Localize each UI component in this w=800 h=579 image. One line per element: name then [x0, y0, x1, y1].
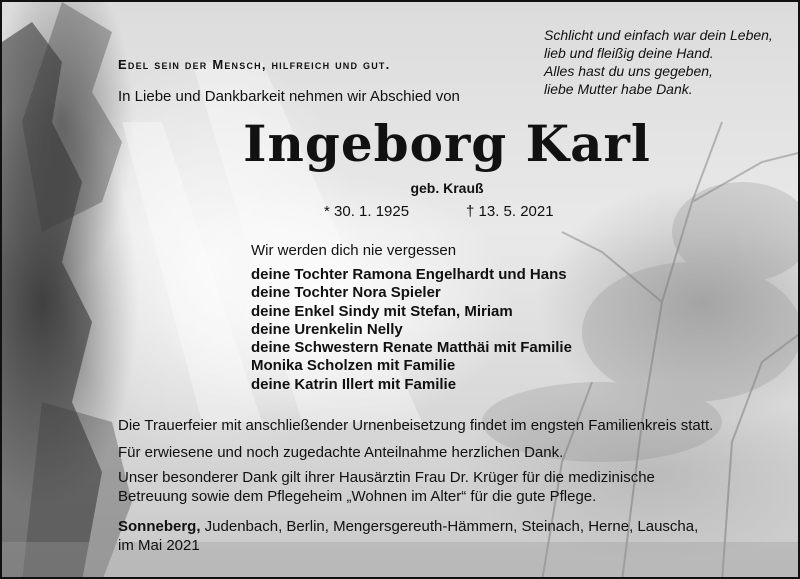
funeral-notice: Die Trauerfeier mit anschließender Urnenbeisetzung findet im engsten Familienkreis statt.: [118, 417, 714, 434]
special-thanks: [118, 468, 655, 506]
poem-line: Alles hast du uns gegeben,: [544, 63, 713, 79]
mourner-entry: deine Enkel Sindy mit Stefan, Miriam: [251, 302, 513, 320]
thanks-line: Für erwiesene und noch zugedachte Anteilnahme herzlichen Dank.: [118, 444, 564, 461]
main-place: Sonneberg,: [118, 518, 201, 535]
motto-line: [118, 57, 390, 72]
places-line: [118, 517, 698, 536]
places-and-date: [118, 517, 698, 555]
motto-part: Edel sein der: [118, 57, 213, 72]
notice-date: im Mai 2021: [118, 537, 200, 554]
poem-line: lieb und fleißig deine Hand.: [544, 45, 714, 61]
mourners-intro: Wir werden dich nie vergessen: [251, 242, 457, 259]
other-places: Judenbach, Berlin, Mengersgereuth-Hämmern, Steinach, Herne, Lauscha,: [200, 518, 699, 535]
mourner-entry: deine Schwestern Renate Matthäi mit Familie: [251, 339, 572, 357]
mourner-entry: deine Katrin Illert mit Familie: [251, 375, 457, 393]
mourner-entry: deine Tochter Ramona Engelhardt und Hans: [251, 266, 567, 283]
birth-name: geb. Krauß: [410, 180, 484, 196]
poem-line: Schlicht und einfach war dein Leben,: [544, 27, 773, 43]
poem-line: liebe Mutter habe Dank.: [544, 81, 693, 97]
mourners-list: [251, 266, 572, 394]
death-date: † 13. 5. 2021: [466, 203, 554, 220]
deceased-name: Ingeborg Karl: [243, 114, 651, 173]
motto-part: Mensch, hilfreich und gut.: [212, 57, 391, 72]
mourner-entry: Monika Scholzen mit Familie: [251, 357, 456, 375]
mourner-entry: deine Urenkelin Nelly: [251, 320, 403, 338]
intro-line: In Liebe und Dankbarkeit nehmen wir Abschied von: [118, 88, 460, 105]
mourner-entry: deine Tochter Nora Spieler: [251, 284, 441, 302]
special-thanks-line: Unser besonderer Dank gilt ihrer Hausärztin Frau Dr. Krüger für die medizinische: [118, 469, 655, 486]
birth-date: * 30. 1. 1925: [324, 203, 410, 220]
poem: [544, 26, 773, 98]
special-thanks-line: Betreuung sowie dem Pflegeheim „Wohnen im Alter“ für die gute Pflege.: [118, 488, 597, 505]
